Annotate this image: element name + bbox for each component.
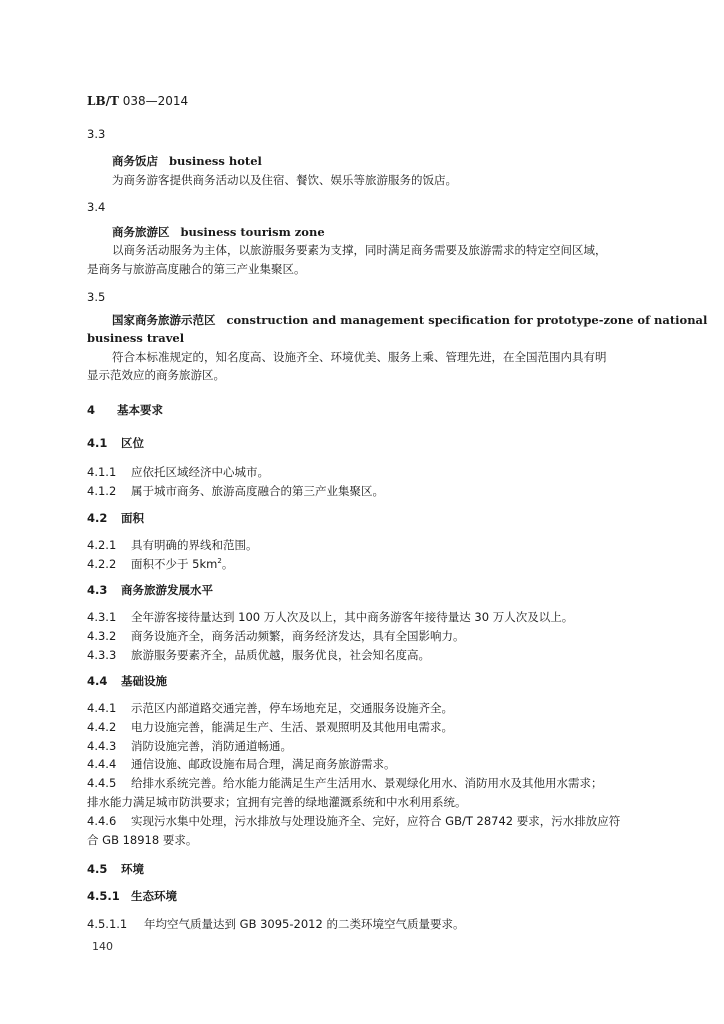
clause: 4.4.3 消防设施完善，消防通道畅通。: [87, 739, 292, 753]
term-definition: 为商务游客提供商务活动以及住宿、餐饮、娱乐等旅游服务的饭店。: [112, 173, 457, 187]
subsection-heading: 4.3 商务旅游发展水平: [87, 583, 213, 597]
term-definition: 符合本标准规定的，知名度高、设施齐全、环境优美、服务上乘、管理先进，在全国范围内具有明: [112, 350, 607, 364]
clause-cont: 合 GB 18918 要求。: [87, 833, 198, 847]
clause-cont: 排水能力满足城市防洪要求；宜拥有完善的绿地灌溉系统和中水利用系统。: [87, 795, 467, 809]
clause: 4.3.3 旅游服务要素齐全，品质优越，服务优良，社会知名度高。: [87, 648, 430, 662]
term-number: 3.4: [87, 200, 106, 214]
standard-code-number: 038—2014: [118, 94, 189, 108]
term-definition-cont: 是商务与旅游高度融合的第三产业集聚区。: [87, 262, 306, 276]
term-title: [112, 225, 325, 239]
term-title-en-cont: business travel: [87, 331, 185, 345]
term-title-en: business tourism zone: [180, 225, 325, 239]
page-number: 140: [92, 940, 113, 953]
clause: 4.5.1.1 年均空气质量达到 GB 3095-2012 的二类环境空气质量要求。: [87, 917, 465, 931]
term-title-en: construction and management specification for prototype-zone of national: [226, 313, 708, 327]
clause: 4.4.5 给排水系统完善。给水能力能满足生产生活用水、景观绿化用水、消防用水及其他用水需求；: [87, 776, 603, 790]
term-title: [112, 154, 262, 168]
clause: 4.2.1 具有明确的界线和范围。: [87, 538, 258, 552]
standard-header: [87, 94, 188, 108]
clause: 4.1.1 应依托区域经济中心城市。: [87, 465, 269, 479]
clause: 4.4.4 通信设施、邮政设施布局合理，满足商务旅游需求。: [87, 757, 396, 771]
subsection-heading: 4.2 面积: [87, 511, 144, 525]
term-title-zh: 商务饭店: [112, 154, 158, 168]
term-number: 3.5: [87, 290, 106, 304]
clause: 4.2.2 面积不少于 $5km^2$。: [87, 557, 234, 571]
standard-code-prefix: LB/T: [87, 94, 119, 108]
clause: 4.4.2 电力设施完善，能满足生产、生活、景观照明及其他用电需求。: [87, 720, 453, 734]
subsection-heading: 4.5 环境: [87, 862, 144, 876]
clause: 4.3.2 商务设施齐全，商务活动频繁，商务经济发达，具有全国影响力。: [87, 629, 465, 643]
clause: 4.4.1 示范区内部道路交通完善，停车场地充足，交通服务设施齐全。: [87, 701, 453, 715]
term-title-zh: 商务旅游区: [112, 225, 170, 239]
clause: 4.3.1 全年游客接待量达到 100 万人次及以上，其中商务游客年接待量达 30 万人次及以上。: [87, 610, 574, 624]
term-definition-cont: 显示范效应的商务旅游区。: [87, 368, 225, 382]
term-title: [112, 313, 707, 327]
term-definition: 以商务活动服务为主体，以旅游服务要素为支撑，同时满足商务需要及旅游需求的特定空间区域，: [112, 243, 607, 257]
term-number: 3.3: [87, 127, 106, 141]
clause: 4.4.6 实现污水集中处理，污水排放与处理设施齐全、完好，应符合 GB/T 28742 要求，污水排放应符: [87, 814, 621, 828]
section-heading: 4 基本要求: [87, 403, 163, 417]
clause: 4.1.2 属于城市商务、旅游高度融合的第三产业集聚区。: [87, 484, 384, 498]
subsection-heading: 4.1 区位: [87, 436, 144, 450]
subsubsection-heading: 4.5.1 生态环境: [87, 889, 177, 903]
subsection-heading: 4.4 基础设施: [87, 674, 167, 688]
term-title-zh: 国家商务旅游示范区: [112, 313, 216, 327]
term-title-en: business hotel: [168, 154, 262, 168]
